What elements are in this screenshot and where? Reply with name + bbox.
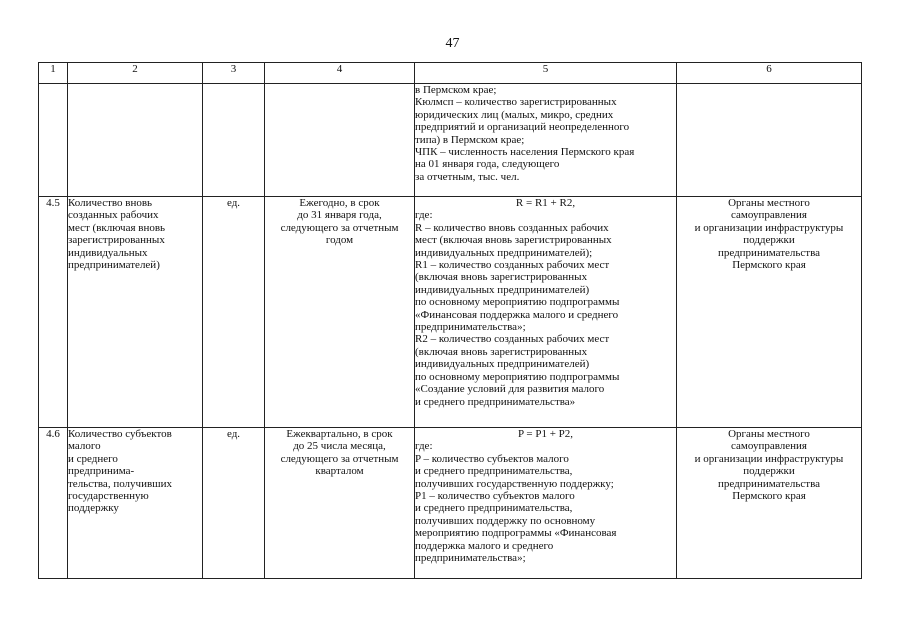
method-line: за отчетным, тыс. чел. <box>415 170 520 183</box>
method-line: получивших государственную поддержку; <box>415 477 614 490</box>
unit-cell <box>203 84 265 197</box>
name-line: мест (включая вновь <box>68 221 166 234</box>
method-cell <box>415 84 677 197</box>
indicator-name-cell <box>68 197 203 428</box>
name-line: государственную <box>68 490 149 503</box>
method-line: индивидуальных предпринимателей) <box>415 358 590 371</box>
indicator-table <box>38 62 862 579</box>
method-line: мероприятию подпрограммы «Финансовая <box>415 527 617 540</box>
unit-cell: ед. <box>203 197 265 428</box>
source-line: Органы местного <box>728 428 810 440</box>
method-line: P1 – количество субъектов малого <box>415 490 575 503</box>
method-line: R2 – количество созданных рабочих мест <box>415 333 610 346</box>
method-line: на 01 января года, следующего <box>415 158 560 171</box>
source-line: Пермского края <box>732 259 806 272</box>
source-cell <box>677 84 862 197</box>
method-line: поддержка малого и среднего <box>415 539 554 552</box>
method-line: ЧПК – численность населения Пермского края <box>415 146 635 159</box>
method-line: R1 – количество созданных рабочих мест <box>415 259 610 272</box>
source-line: поддержки <box>743 465 795 478</box>
name-line: зарегистрированных <box>68 234 165 247</box>
method-line: предпринимательства»; <box>415 552 526 565</box>
method-line: (включая вновь зарегистрированных <box>415 271 588 284</box>
term-line: до 31 января года, <box>297 209 382 222</box>
term-line: следующего за отчетным <box>280 452 399 465</box>
table-row <box>39 197 862 428</box>
row-number-cell <box>39 84 68 197</box>
term-line: до 25 числа месяца, <box>293 440 386 453</box>
name-line: индивидуальных <box>68 246 148 259</box>
table-header-row <box>39 63 862 84</box>
name-line: предпринимателей) <box>68 259 160 272</box>
unit-cell: ед. <box>203 428 265 579</box>
method-cell <box>415 428 677 579</box>
method-line: по основному мероприятию подпрограммы <box>415 370 620 383</box>
term-line: кварталом <box>315 465 364 478</box>
method-line: Кюлмсп – количество зарегистрированных <box>415 96 617 109</box>
method-line: где: <box>415 209 433 222</box>
header-cell: 5 <box>415 63 677 84</box>
method-line: мест (включая вновь зарегистрированных <box>415 234 612 247</box>
method-line: индивидуальных предпринимателей) <box>415 283 590 296</box>
source-line: и организации инфраструктуры <box>694 221 844 234</box>
indicator-name-cell <box>68 84 203 197</box>
method-line: по основному мероприятию подпрограммы <box>415 296 620 309</box>
header-cell: 4 <box>265 63 415 84</box>
name-line: созданных рабочих <box>68 209 159 222</box>
term-line: следующего за отчетным <box>280 221 399 234</box>
method-line: R – количество вновь созданных рабочих <box>415 221 609 234</box>
source-line: и организации инфраструктуры <box>694 452 844 465</box>
method-line: предпринимательства»; <box>415 321 526 334</box>
term-cell <box>265 428 415 579</box>
term-cell <box>265 84 415 197</box>
method-line: и среднего предпринимательства, <box>415 465 573 478</box>
name-line: поддержку <box>68 502 119 515</box>
row-number-cell: 4.6 <box>39 428 68 579</box>
source-line: Органы местного <box>728 197 810 209</box>
indicator-name-cell <box>68 428 203 579</box>
name-line: тельства, получивших <box>68 477 173 490</box>
method-line: индивидуальных предпринимателей); <box>415 246 593 259</box>
term-line: годом <box>325 234 354 247</box>
name-line: Количество субъектов <box>68 428 172 440</box>
method-line: (включая вновь зарегистрированных <box>415 345 588 358</box>
method-line: в Пермском крае; <box>415 84 497 96</box>
source-line: самоуправления <box>731 440 807 453</box>
source-line: предпринимательства <box>717 246 821 259</box>
source-cell <box>677 428 862 579</box>
page-number: 47 <box>445 36 460 51</box>
header-cell: 6 <box>677 63 862 84</box>
method-line: предприятий и организаций неопределенного <box>415 121 630 134</box>
source-line: Пермского края <box>732 490 806 503</box>
source-line: предпринимательства <box>717 477 821 490</box>
name-line: и среднего <box>68 452 118 465</box>
table-row <box>39 428 862 579</box>
row-number-cell: 4.5 <box>39 197 68 428</box>
formula: P = P1 + P2, <box>517 428 574 440</box>
term-cell <box>265 197 415 428</box>
name-line: предпринима- <box>68 465 135 478</box>
method-line: и среднего предпринимательства, <box>415 502 573 515</box>
method-line: типа) в Пермском крае; <box>415 133 525 146</box>
method-line: получивших поддержку по основному <box>415 514 596 527</box>
formula: R = R1 + R2, <box>515 197 576 209</box>
method-line: «Финансовая поддержка малого и среднего <box>415 308 619 321</box>
source-cell <box>677 197 862 428</box>
name-line: Количество вновь <box>68 197 153 209</box>
header-cell: 1 <box>39 63 68 84</box>
header-cell: 3 <box>203 63 265 84</box>
method-line: и среднего предпринимательства» <box>415 395 576 408</box>
method-line: где: <box>415 440 433 453</box>
term-line: Ежеквартально, в срок <box>286 428 393 440</box>
source-line: поддержки <box>743 234 795 247</box>
method-line: «Создание условий для развития малого <box>415 383 605 396</box>
method-line: юридических лиц (малых, микро, средних <box>415 108 614 121</box>
term-line: Ежегодно, в срок <box>299 197 380 209</box>
header-cell: 2 <box>68 63 203 84</box>
table-row <box>39 84 862 197</box>
method-cell <box>415 197 677 428</box>
source-line: самоуправления <box>731 209 807 222</box>
name-line: малого <box>68 440 101 453</box>
method-line: P – количество субъектов малого <box>415 452 569 465</box>
